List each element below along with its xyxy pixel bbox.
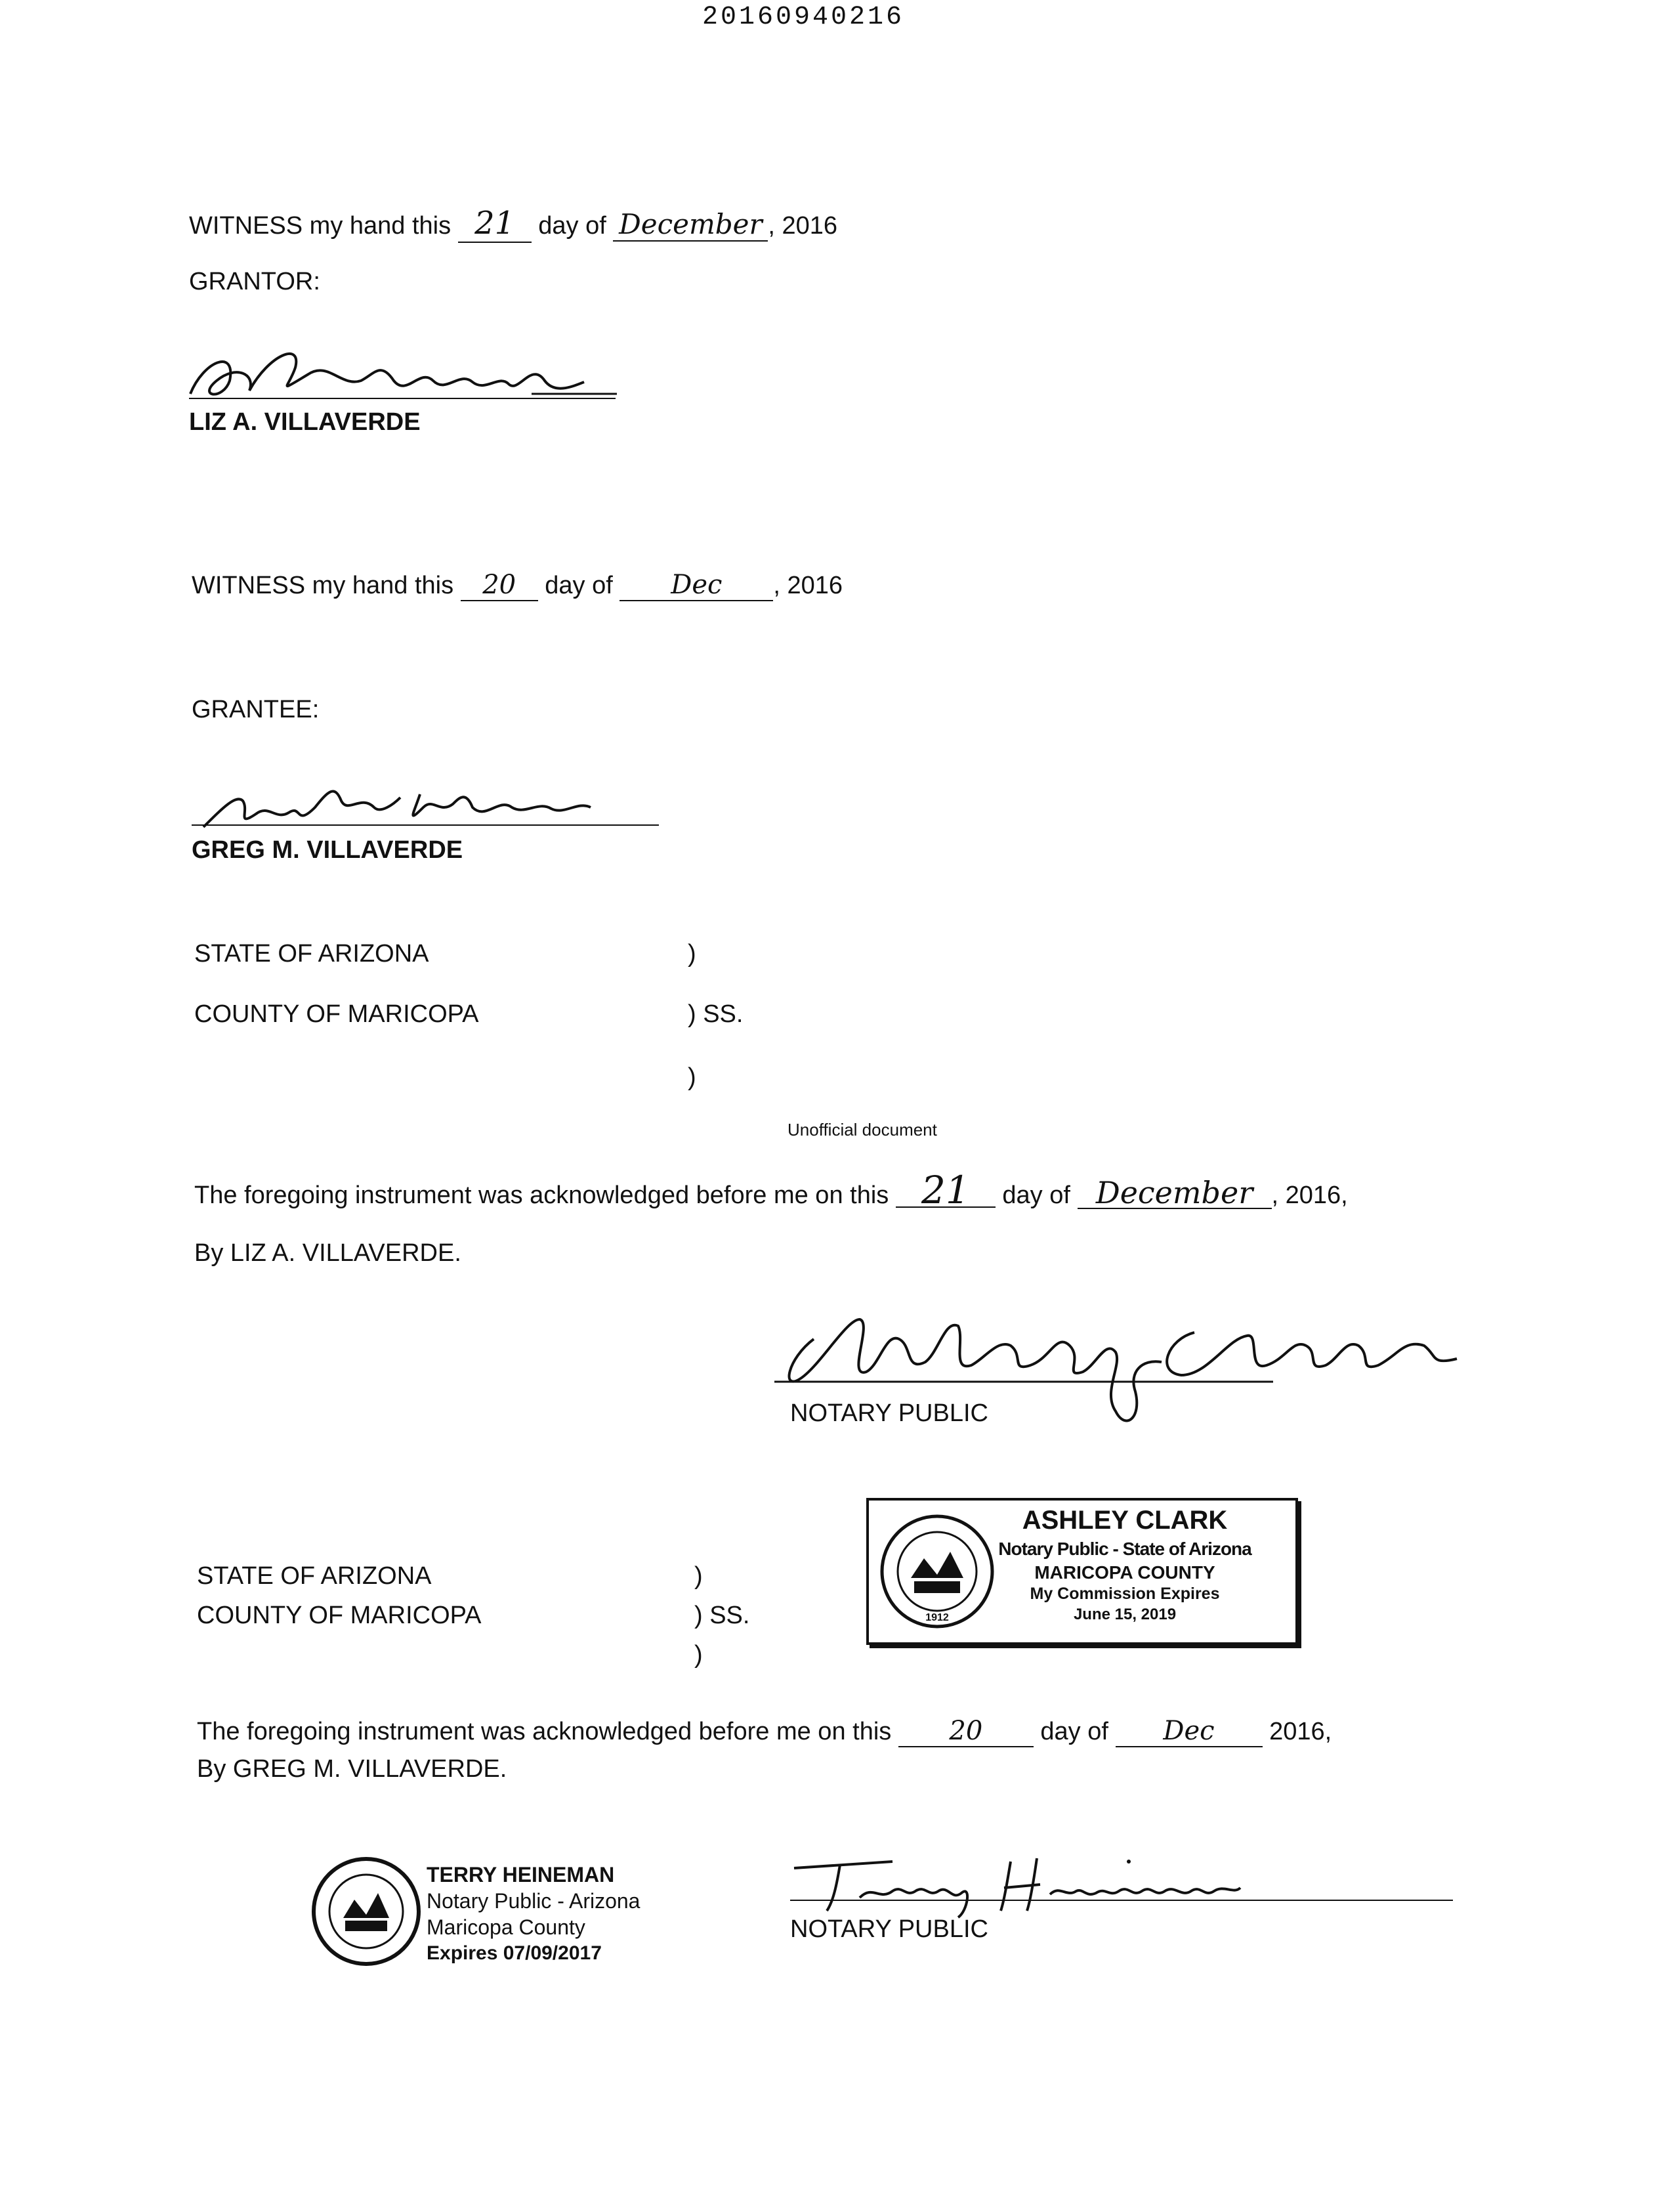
acknowledgment-grantee — [197, 1716, 1332, 1747]
grantee-printed-name: GREG M. VILLAVERDE — [192, 836, 463, 864]
notary-public-label: NOTARY PUBLIC — [790, 1915, 988, 1943]
grantee-label: GRANTEE: — [192, 696, 320, 723]
stamp-title: Notary Public - State of Arizona — [998, 1539, 1251, 1559]
stamp-expires: Expires 07/09/2017 — [427, 1942, 602, 1964]
ack-day: 20 — [898, 1716, 1034, 1747]
grantor-label: GRANTOR: — [189, 268, 320, 295]
ack-month: Dec — [1116, 1716, 1263, 1747]
stamp-county: MARICOPA COUNTY — [1034, 1562, 1215, 1583]
ack-year: 2016, — [1269, 1718, 1332, 1745]
ack-day-of: day of — [1002, 1182, 1070, 1209]
venue-state: STATE OF ARIZONA — [197, 1562, 432, 1590]
witness-month: December — [613, 208, 768, 242]
ack-by: By GREG M. VILLAVERDE. — [197, 1755, 507, 1783]
arizona-seal-icon — [307, 1852, 425, 1971]
acknowledgment-grantor — [194, 1168, 1348, 1212]
grantor-signature — [177, 335, 623, 407]
ack-by: By LIZ A. VILLAVERDE. — [194, 1239, 461, 1267]
seal-year: 1912 — [925, 1612, 949, 1623]
witness-prefix: WITNESS my hand this — [189, 212, 452, 240]
stamp-name: ASHLEY CLARK — [1022, 1506, 1228, 1535]
witness-day: 20 — [461, 570, 538, 601]
ack-prefix: The foregoing instrument was acknowledged before me on this — [194, 1182, 889, 1209]
stamp-name: TERRY HEINEMAN — [427, 1863, 615, 1886]
witness-line-grantor — [189, 205, 837, 243]
ack-prefix: The foregoing instrument was acknowledged before me on this — [197, 1718, 892, 1745]
witness-day-of: day of — [545, 572, 613, 599]
ack-day-of: day of — [1040, 1718, 1108, 1745]
witness-month: Dec — [620, 570, 773, 601]
notary-public-label: NOTARY PUBLIC — [790, 1399, 988, 1427]
notary-stamp-terry-heineman — [427, 1862, 640, 1967]
witness-line-grantee — [192, 570, 843, 601]
venue-paren: ) — [688, 940, 696, 968]
witness-year: , 2016 — [773, 572, 843, 599]
venue-paren: ) — [694, 1641, 703, 1669]
notary-stamp-ashley-clark — [866, 1498, 1298, 1645]
stamp-county: Maricopa County — [427, 1915, 585, 1939]
notary-ashley-clark-signature — [774, 1300, 1483, 1451]
stamp-title: Notary Public - Arizona — [427, 1889, 640, 1913]
grantor-printed-name: LIZ A. VILLAVERDE — [189, 408, 421, 436]
venue-ss: ) SS. — [694, 1602, 750, 1629]
unofficial-watermark: Unofficial document — [788, 1120, 937, 1140]
venue-paren: ) — [688, 1063, 696, 1091]
ack-year: , 2016, — [1271, 1182, 1348, 1209]
notary-terry-heineman-signature — [781, 1848, 1463, 1921]
venue-county: COUNTY OF MARICOPA — [194, 1000, 479, 1028]
witness-day-of: day of — [538, 212, 606, 240]
venue-state: STATE OF ARIZONA — [194, 940, 429, 968]
witness-prefix: WITNESS my hand this — [192, 572, 454, 599]
venue-county: COUNTY OF MARICOPA — [197, 1602, 482, 1629]
witness-day: 21 — [458, 205, 532, 243]
stamp-expires-date: June 15, 2019 — [1073, 1606, 1177, 1623]
stamp-expires-label: My Commission Expires — [1030, 1585, 1220, 1603]
witness-year: , 2016 — [768, 212, 837, 240]
grantee-signature — [197, 775, 669, 840]
ack-day: 21 — [896, 1174, 996, 1208]
ack-month: December — [1078, 1178, 1272, 1209]
document-number: 20160940216 — [702, 3, 905, 32]
venue-paren: ) — [694, 1562, 703, 1590]
venue-ss: ) SS. — [688, 1000, 744, 1028]
